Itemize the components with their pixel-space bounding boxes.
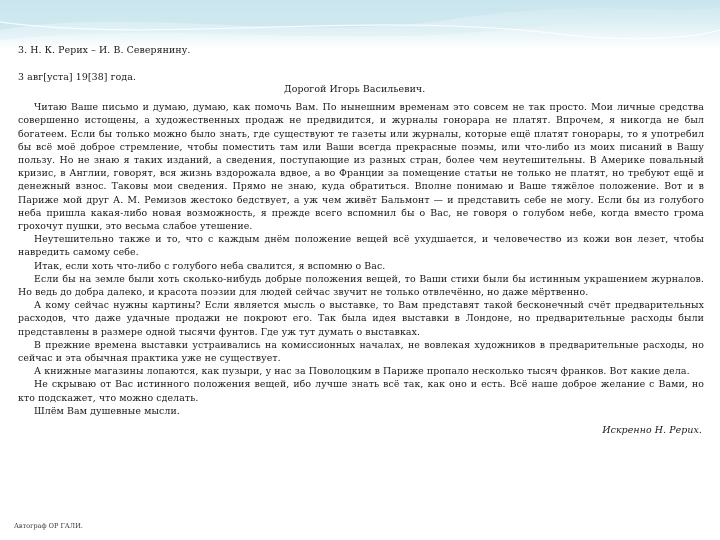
paragraph-9: Шлём Вам душевные мысли.: [34, 405, 180, 417]
paragraph-7: А книжные магазины лопаются, как пузыри, у нас за Поволоцким в Париже пропало несколько тысяч франков. Вот какие дела.: [34, 366, 690, 378]
letter-signature: Искренно Н. Рерих.: [602, 425, 702, 437]
paragraph-3: Итак, если хоть что-либо с голубого неба свалится, я вспомню о Вас.: [34, 260, 386, 272]
wave-decoration-icon: [0, 0, 720, 50]
paragraph-8: Не скрываю от Вас истинного положения вещей, ибо лучше знать всё так, как оно и есть. Всё наше доброе желание с Вами, но кто подскажет, что можно сделать.: [18, 379, 704, 404]
paragraph-2: Неутешительно также и то, что с каждым днём положение вещей всё ухудшается, и человечество из кожи вон лезет, чтобы навредить самому себе.: [18, 234, 704, 259]
source-note: Автограф ОР ГАЛИ.: [14, 522, 83, 530]
paragraph-6: В прежние времена выставки устраивались на комиссионных началах, не вовлекая художников в предварительные расходы, но сейчас и эта обычная практика уже не существует.: [18, 339, 704, 365]
letter-document: [18, 44, 704, 538]
paragraph-5: А кому сейчас нужны картины? Если является мысль о выставке, то Вам представят такой бесконечный счёт предварительных расходов, что даже удачные продажи не покроют его. Так была идея выставки в Лондоне, но предварительные расходы были представлены в размере одной тысячи фунтов. Где уж тут думать о выставках.: [18, 300, 704, 338]
letter-header: 3. Н. К. Рерих – И. В. Северянину.: [18, 45, 191, 56]
decorative-header-band: [0, 0, 720, 50]
paragraph-1: Читаю Ваше письмо и думаю, думаю, как помочь Вам. По нынешним временам это совсем не так просто. Мои личные средства совершенно истощены, а художественных продаж не предвидится, и журналы гонорара не платят. Впрочем, я никогда не был богатеем. Если бы только можно было знать, где существуют те газеты или журналы, которые ещё платят гонорары, то я употребил бы всё моё доброе стремление, чтобы поместить там или Ваши всегда прекрасные поэмы, или что-либо из моих писаний в Вашу пользу. Но не знаю я таких изданий, а сведения, поступающие из разных стран, более чем неутешительны. В Америке повальный кризис, в Англии, говорят, вся жизнь вздорожала вдвое, а во Франции за помещение статьи не только не платят, но требуют ещё и денежный взнос. Таковы мои сведения. Прямо не знаю, куда обратиться. Вполне понимаю и Ваше тяжёлое положение. Вот и в Париже мой друг А. М. Ремизов жестоко бедствует, а уж чем живёт Бальмонт — и представить себе не могу. Если бы из голубого неба пришла какая-либо новая возможность, я прежде всего вспомнил бы о Вас, не говоря о голубом небе, когда вместо грома грохочут пушки, это весьма слабое утешение.: [18, 102, 704, 233]
letter-date: 3 авг[уста] 19[38] года.: [18, 72, 137, 84]
paragraph-4: Если бы на земле были хоть сколько-нибудь добрые положения вещей, то Ваши стихи были бы истинным украшением журналов. Но ведь до добра далеко, и красота поэзии для людей сейчас звучит не только отвлечённо, но даже мёртвенно.: [18, 273, 704, 299]
letter-salutation: Дорогой Игорь Васильевич.: [284, 84, 426, 96]
